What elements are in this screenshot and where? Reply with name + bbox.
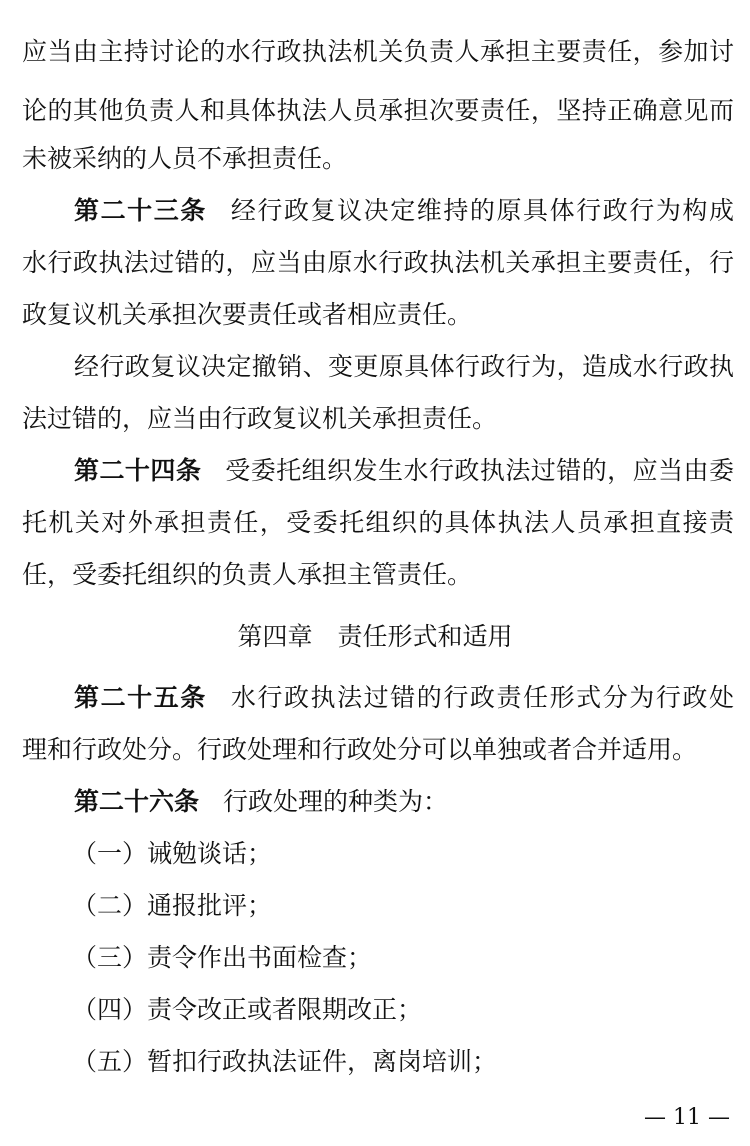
article-23-para2-line-2: 法过错的，应当由行政复议机关承担责任。 bbox=[22, 404, 498, 433]
article-23-para2-line-1: 经行政复议决定撤销、变更原具体行政行为，造成水行政执 bbox=[74, 352, 734, 381]
article-26-text: 行政处理的种类为： bbox=[223, 787, 449, 816]
article-24-title: 第二十四条 bbox=[74, 456, 202, 485]
article-23-title: 第二十三条 bbox=[74, 196, 207, 225]
page-number: — 11 — bbox=[644, 1105, 730, 1130]
article-23-first-line bbox=[74, 195, 734, 227]
article-24-line-1: 受委托组织发生水行政执法过错的，应当由委 bbox=[225, 456, 734, 485]
list-item-4: （四）责令改正或者限期改正； bbox=[72, 995, 423, 1024]
article-24-line-2: 托机关对外承担责任，受委托组织的具体执法人员承担直接责 bbox=[22, 508, 734, 537]
intro-line-1: 应当由主持讨论的水行政执法机关负责人承担主要责任，参加讨 bbox=[22, 37, 734, 66]
list-item-1: （一）诫勉谈话； bbox=[72, 839, 273, 868]
article-23-line-1: 经行政复议决定维持的原具体行政行为构成 bbox=[230, 196, 734, 225]
article-26-first-line bbox=[74, 786, 734, 818]
list-item-5: （五）暂扣行政执法证件，离岗培训； bbox=[72, 1047, 498, 1076]
article-25-first-line bbox=[74, 682, 734, 714]
list-item-3: （三）责令作出书面检查； bbox=[72, 943, 373, 972]
article-25-title: 第二十五条 bbox=[74, 683, 207, 712]
article-25-line-2: 理和行政处分。行政处理和行政处分可以单独或者合并适用。 bbox=[22, 735, 698, 764]
intro-line-2: 论的其他负责人和具体执法人员承担次要责任，坚持正确意见而 bbox=[22, 96, 734, 125]
article-23-line-2: 水行政执法过错的，应当由原水行政执法机关承担主要责任，行 bbox=[22, 248, 734, 277]
chapter-heading: 第四章 责任形式和适用 bbox=[237, 622, 513, 651]
article-23-line-3: 政复议机关承担次要责任或者相应责任。 bbox=[22, 300, 473, 329]
intro-line-3: 未被采纳的人员不承担责任。 bbox=[22, 144, 348, 173]
article-24-line-3: 任，受委托组织的负责人承担主管责任。 bbox=[22, 560, 473, 589]
article-26-title: 第二十六条 bbox=[74, 787, 200, 816]
article-25-line-1: 水行政执法过错的行政责任形式分为行政处 bbox=[230, 683, 734, 712]
list-item-2: （二）通报批评； bbox=[72, 891, 273, 920]
article-24-first-line bbox=[74, 455, 734, 487]
